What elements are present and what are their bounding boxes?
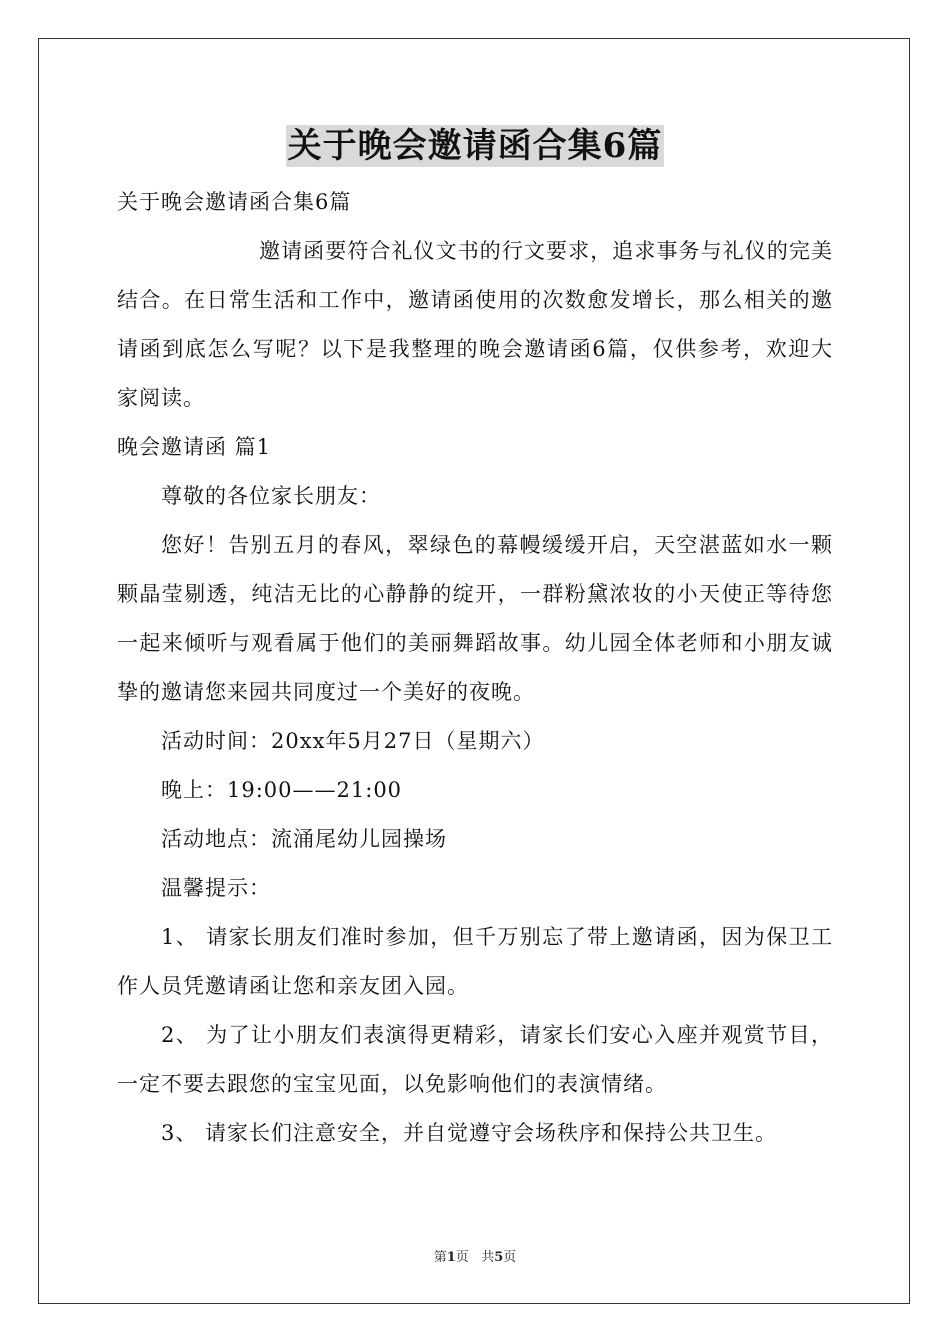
page-total: 5 — [494, 1250, 504, 1265]
total-prefix: 共 — [481, 1250, 495, 1265]
event-time-paragraph: 活动时间：20xx年5月27日（星期六） — [161, 729, 545, 753]
tip-item-2: 2、 为了让小朋友们表演得更精彩，请家长们安心入座并观赏节目，一定不要去跟您的宝宝见面，以免影响他们的表演情绪。 — [117, 1023, 833, 1096]
document-body — [117, 178, 833, 1158]
evening-time-paragraph: 晚上：19:00——21:00 — [161, 778, 403, 802]
tip-item-3: 3、 请家长们注意安全，并自觉遵守会场秩序和保持公共卫生。 — [161, 1121, 778, 1145]
page-prefix: 第 — [433, 1250, 447, 1265]
event-location-paragraph: 活动地点：流涌尾幼儿园操场 — [161, 827, 447, 851]
salutation-paragraph: 尊敬的各位家长朋友： — [161, 484, 381, 508]
intro-paragraph: 邀请函要符合礼仪文书的行文要求，追求事务与礼仪的完美结合。在日常生活和工作中，邀请函使用的次数愈发增长，那么相关的邀请函到底怎么写呢？以下是我整理的晚会邀请函6篇，仅供参考，欢迎大家阅读。 — [117, 239, 833, 410]
document-title: 关于晚会邀请函合集6篇 — [287, 126, 663, 166]
tips-heading-paragraph: 温馨提示： — [161, 876, 271, 900]
page-current: 1 — [446, 1250, 456, 1265]
total-suffix: 页 — [503, 1250, 517, 1265]
page-footer — [0, 1246, 950, 1265]
section-heading: 晚会邀请函 篇1 — [117, 435, 272, 459]
title-wrap — [0, 125, 950, 167]
page-suffix: 页 — [455, 1250, 469, 1265]
body-paragraph: 您好！告别五月的春风，翠绿色的幕幔缓缓开启，天空湛蓝如水一颗颗晶莹剔透，纯洁无比的心静静的绽开，一群粉黛浓妆的小天使正等待您一起来倾听与观看属于他们的美丽舞蹈故事。幼儿园全体老师和小朋友诚挚的邀请您来园共同度过一个美好的夜晚。 — [117, 533, 833, 704]
tip-item-1: 1、 请家长朋友们准时参加，但千万别忘了带上邀请函，因为保卫工作人员凭邀请函让您和亲友团入园。 — [117, 925, 833, 998]
subtitle-paragraph: 关于晚会邀请函合集6篇 — [117, 190, 352, 214]
